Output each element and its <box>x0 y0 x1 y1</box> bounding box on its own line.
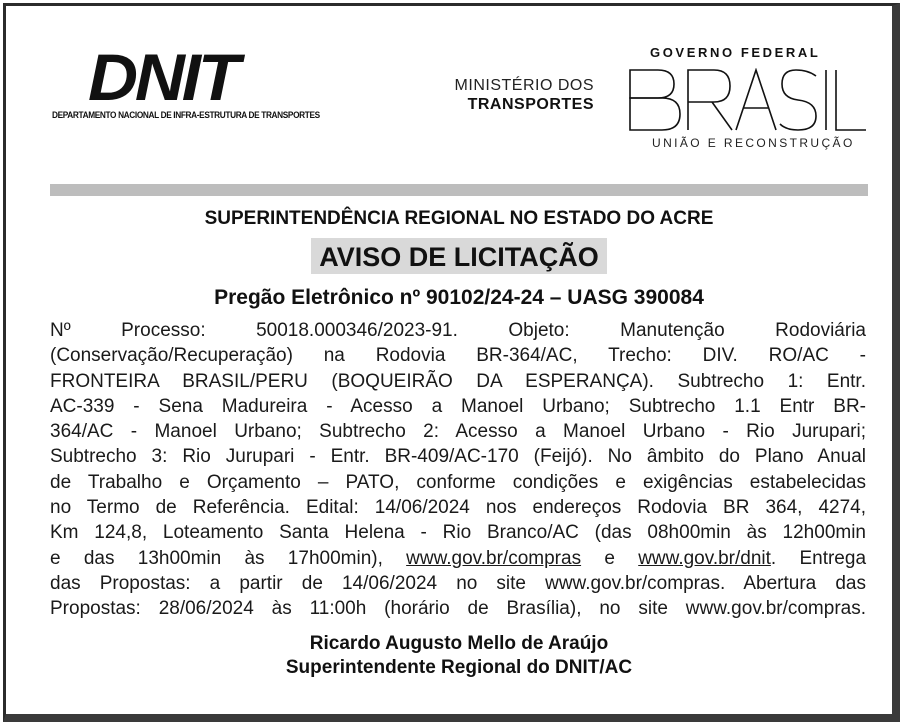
governo-federal-label: GOVERNO FEDERAL <box>650 45 821 60</box>
ministerio-line2: TRANSPORTES <box>467 96 594 113</box>
notice-frame <box>3 3 900 722</box>
body-line: Km 124,8, Loteamento Santa Helena - Rio Branco/AC (das 08h00min às 12h00min <box>50 522 866 544</box>
body-line-10-start: e das 13h00min às 17h00min), <box>50 547 407 569</box>
body-line-links <box>50 546 866 571</box>
pregao-heading: Pregão Eletrônico nº 90102/24-24 – UASG 390084 <box>214 286 704 309</box>
body-line-10-end: . Entrega <box>770 547 867 569</box>
body-line: Propostas: 28/06/2024 às 11:00h (horário de Brasília), no site www.gov.br/compras. <box>50 598 866 620</box>
dnit-link[interactable]: www.gov.br/dnit <box>638 547 771 569</box>
signature-role: Superintendente Regional do DNIT/AC <box>285 656 633 678</box>
body-line-10-middle: e <box>581 547 639 569</box>
header <box>6 6 892 186</box>
notice-body <box>50 318 866 622</box>
signature-name: Ricardo Augusto Mello de Araújo <box>309 632 609 654</box>
uniao-reconstrucao-label: UNIÃO E RECONSTRUÇÃO <box>652 136 855 150</box>
header-divider <box>50 184 868 196</box>
governo-federal-logo <box>628 42 868 152</box>
body-line: no Termo de Referência. Edital: 14/06/2024 nos endereços Rodovia BR 364, 4274, <box>50 497 866 519</box>
body-line: Nº Processo: 50018.000346/2023-91. Objeto: Manutenção Rodoviária <box>50 320 866 341</box>
body-line: Subtrecho 3: Rio Jurupari - Entr. BR-409/AC-170 (Feijó). No âmbito do Plano Anual <box>50 446 866 468</box>
body-line: (Conservação/Recuperação) na Rodovia BR-364/AC, Trecho: DIV. RO/AC - <box>50 345 866 367</box>
notice-title: AVISO DE LICITAÇÃO <box>311 238 607 274</box>
body-line: de Trabalho e Orçamento – PATO, conforme condições e exigências estabelecidas <box>50 471 866 493</box>
superintendencia-heading: SUPERINTENDÊNCIA REGIONAL NO ESTADO DO ACRE <box>204 208 714 229</box>
brasil-wordmark-icon <box>628 68 868 134</box>
signature-block <box>50 632 868 680</box>
dnit-logo-word: DNIT <box>88 40 238 114</box>
ministerio-line1: MINISTÉRIO DOS <box>454 77 594 94</box>
compras-link[interactable]: www.gov.br/compras <box>406 547 582 569</box>
dnit-logo <box>50 40 320 132</box>
body-line: AC-339 - Sena Madureira - Acesso a Manoel Urbano; Subtrecho 1.1 Entr BR- <box>50 395 866 417</box>
body-line: 364/AC - Manoel Urbano; Subtrecho 2: Acesso a Manoel Urbano - Rio Jurupari; <box>50 421 866 443</box>
dnit-logo-subtitle: DEPARTAMENTO NACIONAL DE INFRA-ESTRUTURA DE TRANSPORTES <box>52 110 320 120</box>
ministerio-logo <box>444 76 594 114</box>
notice-content <box>50 204 868 680</box>
body-line: FRONTEIRA BRASIL/PERU (BOQUEIRÃO DA ESPERANÇA). Subtrecho 1: Entr. <box>50 370 866 392</box>
body-line: das Propostas: a partir de 14/06/2024 no site www.gov.br/compras. Abertura das <box>50 572 866 594</box>
